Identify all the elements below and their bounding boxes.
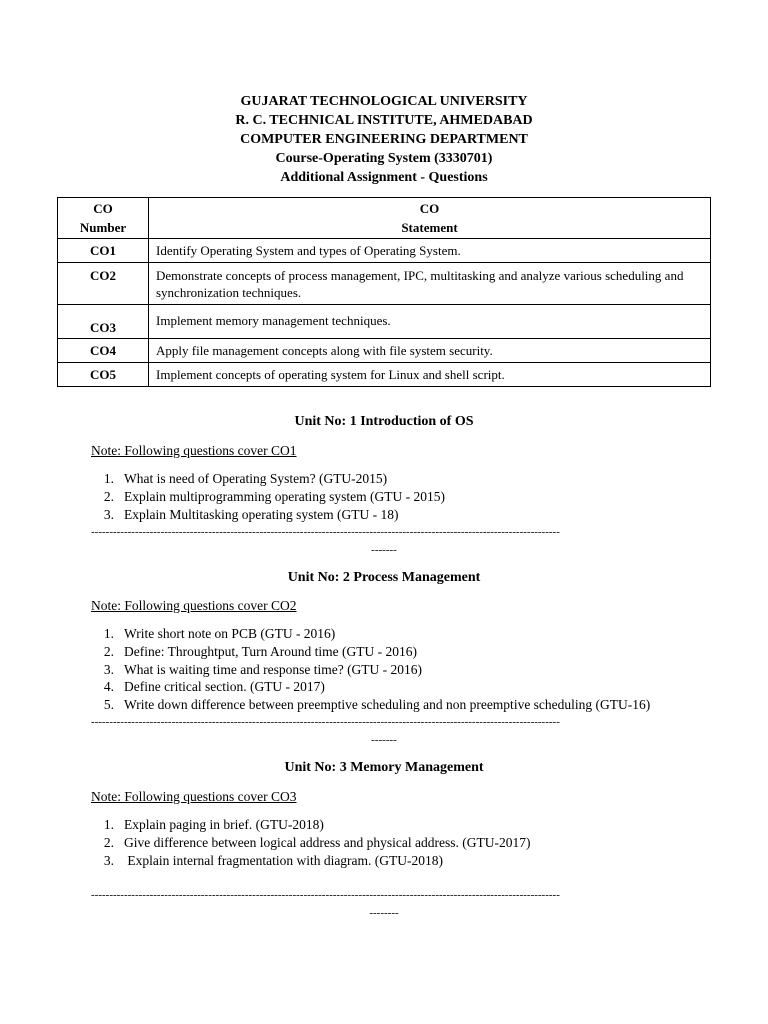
unit-3-title: Unit No: 3 Memory Management — [284, 760, 484, 775]
document-header — [0, 92, 768, 187]
list-item — [91, 643, 650, 661]
question-number: 3. — [103, 506, 114, 522]
question-text: Explain multiprogramming operating system (GTU - 2015) — [124, 488, 445, 504]
question-text: Write short note on PCB (GTU - 2016) — [124, 626, 336, 641]
separator-line: -------------------------------------------------------------------------------------------------------------------------------- — [91, 889, 560, 901]
co-number-cell: CO2 — [58, 263, 149, 305]
list-item — [91, 506, 445, 524]
question-number: 3. — [103, 661, 114, 677]
co-statement-cell: Implement memory management techniques. — [149, 305, 711, 339]
question-number: 3. — [103, 852, 114, 868]
list-item — [91, 661, 650, 679]
question-number: 5. — [103, 697, 114, 713]
co-number-cell: CO5 — [58, 363, 149, 387]
question-text: Explain internal fragmentation with diagram. (GTU-2018) — [124, 852, 444, 868]
co-number-header — [58, 198, 149, 239]
question-text: Explain paging in brief. (GTU-2018) — [124, 817, 324, 832]
question-text: Explain Multitasking operating system (GTU - 18) — [124, 506, 399, 522]
co-statement-header-line1: CO — [419, 201, 440, 216]
co-number-header-line1: CO — [93, 201, 113, 216]
separator-line: -------------------------------------------------------------------------------------------------------------------------------- — [91, 526, 560, 538]
separator-tail: -------- — [369, 907, 399, 919]
co-statement-cell: Implement concepts of operating system for Linux and shell script. — [149, 363, 711, 387]
co-number-header-line2: Number — [79, 220, 127, 235]
table-row — [58, 263, 711, 305]
unit-1-title: Unit No: 1 Introduction of OS — [294, 414, 474, 429]
question-number: 2. — [103, 643, 114, 659]
question-text: What is waiting time and response time? (GTU - 2016) — [124, 661, 423, 677]
question-number: 4. — [103, 679, 114, 695]
table-row — [58, 239, 711, 263]
co-statement-cell: Identify Operating System and types of Operating System. — [149, 239, 711, 263]
question-text: Define critical section. (GTU - 2017) — [124, 679, 325, 695]
unit-2-note: Note: Following questions cover CO2 — [91, 598, 297, 613]
separator-line: -------------------------------------------------------------------------------------------------------------------------------- — [91, 716, 560, 728]
list-item — [91, 696, 650, 714]
list-item — [91, 816, 530, 834]
unit-3-note: Note: Following questions cover CO3 — [91, 789, 297, 804]
separator-tail: ------- — [371, 544, 397, 556]
co-number-cell: CO4 — [58, 339, 149, 363]
separator-tail: ------- — [371, 734, 397, 746]
question-text: What is need of Operating System? (GTU-2015) — [124, 471, 388, 486]
co-table — [57, 197, 711, 387]
question-number: 1. — [103, 626, 114, 641]
list-item — [91, 678, 650, 696]
co-statement-header-line2: Statement — [401, 220, 458, 235]
department-name: COMPUTER ENGINEERING DEPARTMENT — [240, 132, 528, 147]
co-number-cell: CO3 — [58, 305, 149, 339]
unit-1-questions — [91, 470, 445, 523]
table-row — [58, 339, 711, 363]
table-row — [58, 363, 711, 387]
unit-3-questions — [91, 816, 530, 869]
question-number: 2. — [103, 488, 114, 504]
list-item — [91, 488, 445, 506]
list-item — [91, 852, 530, 870]
list-item — [91, 625, 650, 643]
question-text: Write down difference between preemptive scheduling and non preemptive scheduling (GTU-16) — [124, 697, 651, 713]
table-row — [58, 305, 711, 339]
question-text: Define: Throughtput, Turn Around time (GTU - 2016) — [124, 643, 417, 659]
question-number: 2. — [103, 834, 114, 850]
list-item — [91, 470, 445, 488]
co-statement-cell: Demonstrate concepts of process management, IPC, multitasking and analyze various scheduling and synchronization techniques. — [149, 263, 711, 305]
question-text: Give difference between logical address and physical address. (GTU-2017) — [124, 834, 531, 850]
assignment-title: Additional Assignment - Questions — [280, 170, 488, 185]
co-statement-cell: Apply file management concepts along with file system security. — [149, 339, 711, 363]
list-item — [91, 834, 530, 852]
course-name: Course-Operating System (3330701) — [275, 151, 493, 166]
co-table-header-row — [58, 198, 711, 239]
unit-2-title: Unit No: 2 Process Management — [287, 570, 481, 585]
university-name: GUJARAT TECHNOLOGICAL UNIVERSITY — [240, 94, 528, 109]
question-number: 1. — [103, 471, 114, 486]
unit-1-note: Note: Following questions cover CO1 — [91, 443, 297, 458]
question-number: 1. — [103, 817, 114, 832]
co-statement-header — [149, 198, 711, 239]
co-number-cell: CO1 — [58, 239, 149, 263]
institute-name: R. C. TECHNICAL INSTITUTE, AHMEDABAD — [235, 113, 533, 128]
unit-2-questions — [91, 625, 650, 714]
